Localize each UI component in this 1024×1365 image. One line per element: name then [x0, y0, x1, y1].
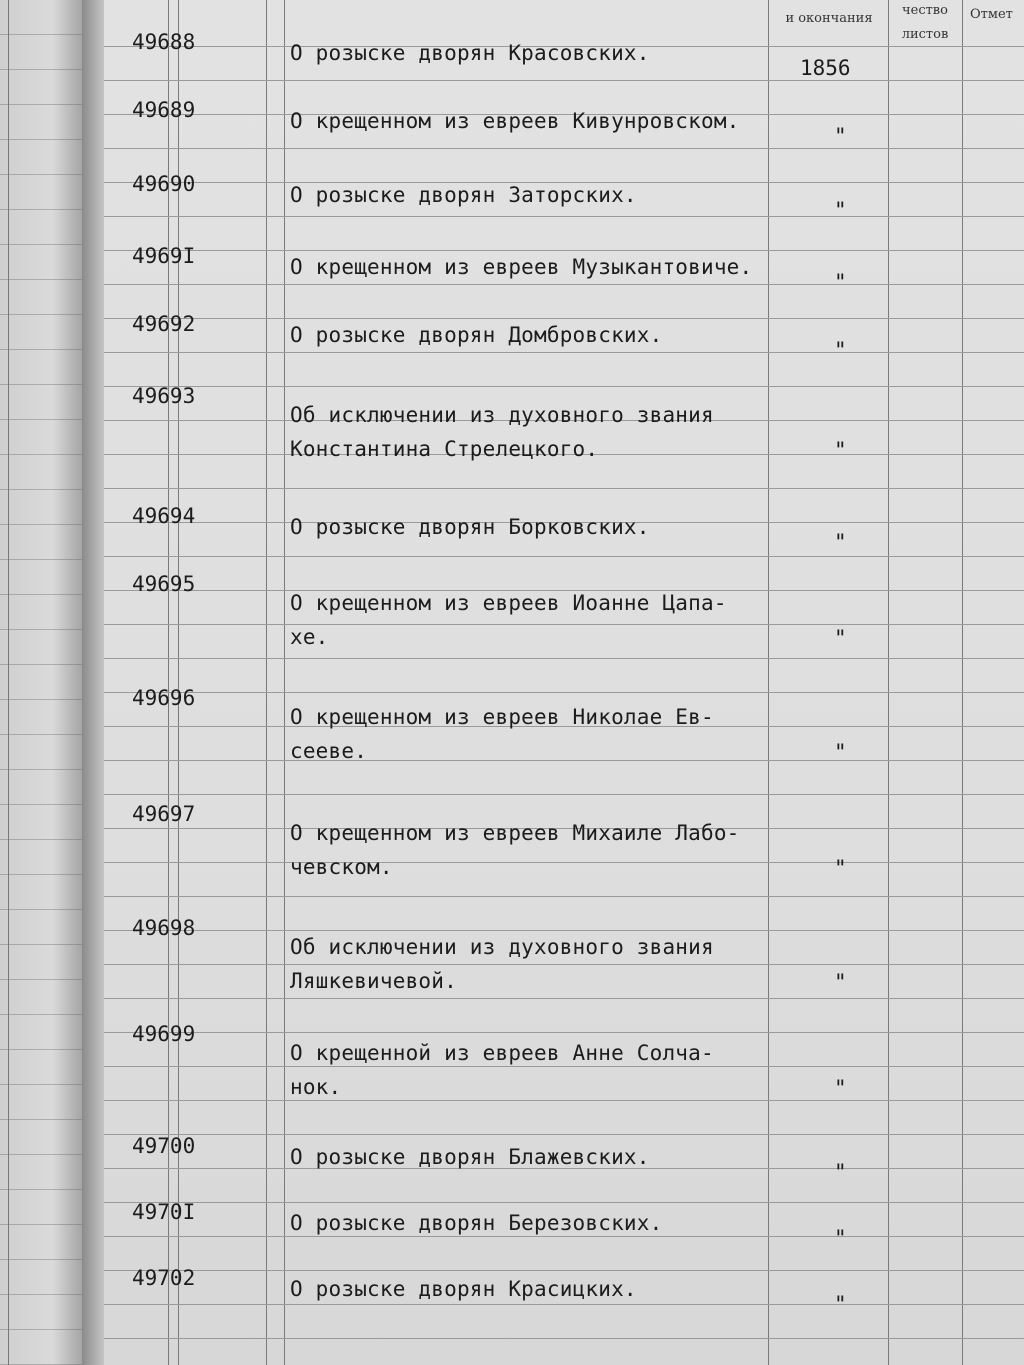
entry-title: О розыске дворян Заторских.: [290, 183, 637, 207]
entry-number: 4970I: [132, 1200, 196, 1224]
entry-number: 49693: [132, 384, 196, 408]
ruled-line: [104, 1032, 1024, 1033]
entry-date-ditto: ": [834, 740, 847, 764]
column-rule-number: [168, 0, 169, 1365]
entry-date-ditto: ": [834, 1292, 847, 1316]
entry-number: 49702: [132, 1266, 196, 1290]
entry-title: О розыске дворян Домбровских.: [290, 323, 663, 347]
entry-date-ditto: ": [834, 338, 847, 362]
entry-number: 4969I: [132, 244, 196, 268]
entry-date-ditto: ": [834, 1076, 847, 1100]
ruled-line: [104, 1134, 1024, 1135]
left-page-edge: [0, 0, 88, 1365]
entry-title: О розыске дворян Красовских.: [290, 41, 650, 65]
entry-date-ditto: ": [834, 856, 847, 880]
entry-number: 49697: [132, 802, 196, 826]
entry-number: 49699: [132, 1022, 196, 1046]
entry-date-ditto: ": [834, 198, 847, 222]
entry-title: Об исключении из духовного звания: [290, 935, 714, 959]
entry-date-ditto: ": [834, 438, 847, 462]
ruled-line: [104, 352, 1024, 353]
entry-number: 49700: [132, 1134, 196, 1158]
entry-number: 49694: [132, 504, 196, 528]
entry-title: О розыске дворян Блажевских.: [290, 1145, 650, 1169]
ruled-line: [104, 964, 1024, 965]
entry-title: О крещенном из евреев Музыкантовиче.: [290, 255, 753, 279]
entry-date-ditto: ": [834, 124, 847, 148]
column-rule-title: [266, 0, 267, 1365]
entry-number: 49696: [132, 686, 196, 710]
ruled-line: [104, 284, 1024, 285]
entry-title: О розыске дворян Березовских.: [290, 1211, 663, 1235]
ruled-line: [104, 862, 1024, 863]
entry-number: 49692: [132, 312, 196, 336]
entry-title-continued: сееве.: [290, 739, 368, 763]
entry-title: О крещенном из евреев Иоанне Цапа-: [290, 591, 727, 615]
register-page: [104, 0, 1024, 1365]
entry-title: О крещенной из евреев Анне Солча-: [290, 1041, 714, 1065]
entry-title-continued: Ляшкевичевой.: [290, 969, 457, 993]
column-header-count-top: чество: [902, 3, 948, 18]
ruled-line: [104, 1270, 1024, 1271]
ruled-line: [104, 794, 1024, 795]
entry-date-ditto: ": [834, 1226, 847, 1250]
entry-date-ditto: ": [834, 1160, 847, 1184]
entry-title: Об исключении из духовного звания: [290, 403, 714, 427]
ruled-line: [104, 386, 1024, 387]
entry-title: О розыске дворян Борковских.: [290, 515, 650, 539]
entry-title-continued: нок.: [290, 1075, 342, 1099]
entry-date-ditto: ": [834, 530, 847, 554]
ruled-line: [104, 1202, 1024, 1203]
column-rule-dates: [768, 0, 769, 1365]
entry-date: 1856: [800, 56, 851, 80]
ruled-line: [104, 692, 1024, 693]
column-rule-notes: [962, 0, 963, 1365]
entry-title-continued: чевском.: [290, 855, 393, 879]
column-header-count-bottom: листов: [901, 27, 949, 42]
entry-number: 49695: [132, 572, 196, 596]
entry-title-continued: Константина Стрелецкого.: [290, 437, 599, 461]
ruled-line: [104, 624, 1024, 625]
ruled-line: [104, 998, 1024, 999]
column-rule-title-inner: [284, 0, 285, 1365]
column-rule-count: [888, 0, 889, 1365]
entry-title: О розыске дворян Красицких.: [290, 1277, 637, 1301]
ruled-line: [104, 658, 1024, 659]
ruled-line: [104, 556, 1024, 557]
entry-title: О крещенном из евреев Кивунровском.: [290, 109, 740, 133]
entry-number: 49698: [132, 916, 196, 940]
ruled-line: [104, 1338, 1024, 1339]
entry-number: 49689: [132, 98, 196, 122]
entry-title: О крещенном из евреев Николае Ев-: [290, 705, 714, 729]
entry-date-ditto: ": [834, 626, 847, 650]
ruled-line: [104, 148, 1024, 149]
ruled-line: [104, 488, 1024, 489]
entry-title-continued: хе.: [290, 625, 329, 649]
entry-date-ditto: ": [834, 970, 847, 994]
entry-title: О крещенном из евреев Михаиле Лабо-: [290, 821, 740, 845]
entry-number: 49688: [132, 30, 196, 54]
entry-date-ditto: ": [834, 270, 847, 294]
column-header-notes: Отмет: [970, 7, 1013, 22]
column-rule-number-inner: [178, 0, 179, 1365]
ruled-line: [104, 80, 1024, 81]
ruled-line: [104, 216, 1024, 217]
column-header-dates: и окончания: [785, 11, 873, 26]
ruled-line: [104, 760, 1024, 761]
entry-number: 49690: [132, 172, 196, 196]
ruled-line: [104, 896, 1024, 897]
ruled-line: [104, 1100, 1024, 1101]
